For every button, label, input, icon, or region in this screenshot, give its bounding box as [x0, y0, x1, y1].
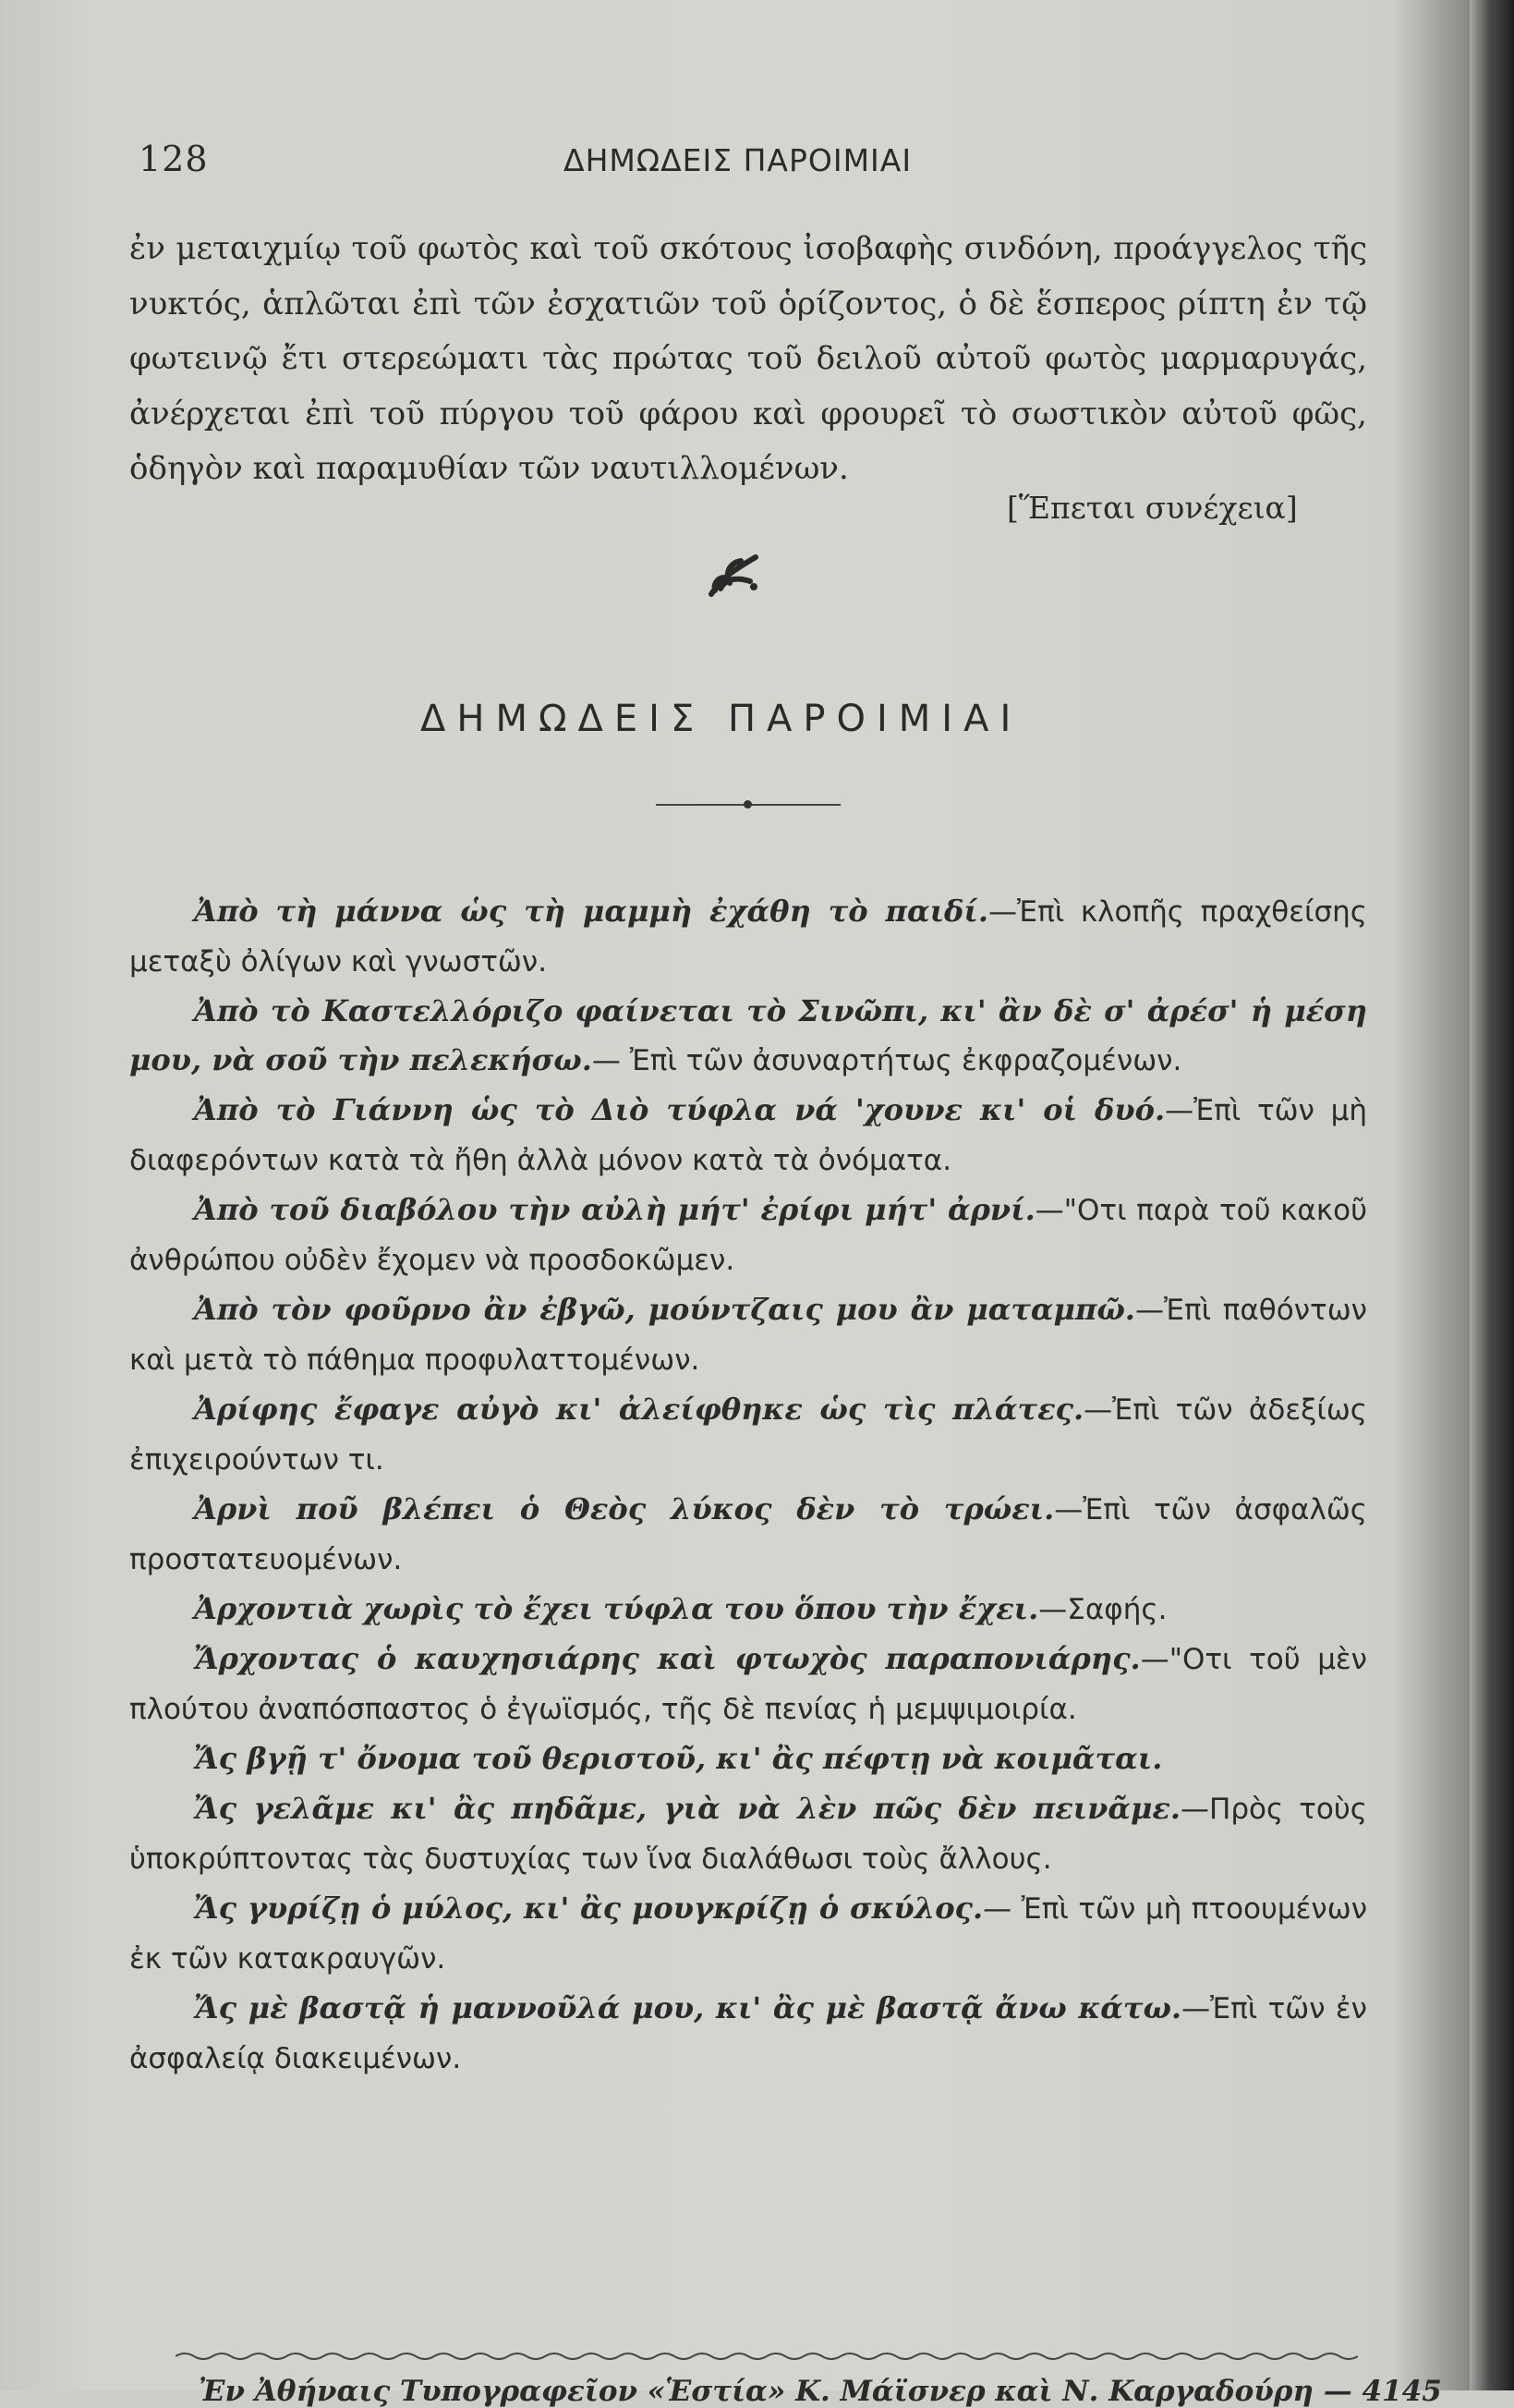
page-header [139, 139, 1358, 194]
page-number: 128 [139, 139, 209, 179]
printer-imprint: Ἐν Ἀθήναις Τυπογραφεῖον «Ἑστία» Κ. Μάϊσνερ καὶ Ν. Καργαδούρη — 4145 [199, 2375, 1442, 2408]
proverb-item [129, 1186, 1367, 1285]
divider-dot [744, 800, 752, 809]
proverb-saying: Ἄς βγῇ τ' ὄνομα τοῦ θεριστοῦ, κι' ἂς πέφτῃ νὰ κοιμᾶται. [194, 1741, 1163, 1776]
proverb-gloss: — Ἐπὶ τῶν μὴ πτοουμένων ἐκ τῶν κατακραυγῶν. [129, 1892, 1368, 1976]
proverb-saying: Ἀρίφης ἔφαγε αὐγὸ κι' ἀλείφθηκε ὡς τὶς πλάτες. [194, 1392, 1084, 1427]
previous-article-text: ἐν μεταιχμίῳ τοῦ φωτὸς καὶ τοῦ σκότους ἰσοβαφὴς σινδόνη, προάγγελος τῆς νυκτός, ἁπλῶται ἐπὶ τῶν ἐσχατιῶν τοῦ ὁρίζοντος, ὁ δὲ ἕσπερος ρίπτη ἐν τῷ φωτεινῷ ἔτι στερεώματι τὰς πρώτας τοῦ δειλοῦ αὐτοῦ φωτὸς μαρμαρυγάς, ἀνέρχεται ἐπὶ τοῦ πύργου τοῦ φάρου καὶ φρουρεῖ τὸ σωστικὸν αὐτοῦ φῶς, ὁδηγὸν καὶ παραμυθίαν τῶν ναυτιλλομένων. [129, 230, 1367, 487]
running-title: ΔΗΜΩΔΕΙΣ ΠΑΡΟΙΜΙΑΙ [563, 142, 913, 178]
proverb-gloss: —Ἐπὶ παθόντων καὶ μετὰ τὸ πάθημα προφυλαττομένων. [129, 1294, 1367, 1377]
proverb-item [129, 1734, 1367, 1784]
proverb-saying: Ἀπὸ τοῦ διαβόλου τὴν αὐλὴ μήτ' ἐρίφι μήτ' ἀρνί. [194, 1192, 1036, 1227]
proverb-item [129, 887, 1367, 987]
proverb-saying: Ἀρνὶ ποῦ βλέπει ὁ Θεὸς λύκος δὲν τὸ τρώει. [194, 1491, 1055, 1526]
proverb-item [129, 1784, 1367, 1884]
proverb-gloss: —Ἐπὶ κλοπῆς πραχθείσης μεταξὺ ὀλίγων καὶ γνωστῶν. [129, 895, 1368, 979]
proverbs-list [129, 887, 1367, 2084]
continued-note: [Ἕπεται συνέχεια] [1007, 490, 1298, 526]
proverb-saying: Ἄρχοντας ὁ καυχησιάρης καὶ φτωχὸς παραπονιάρης. [194, 1641, 1141, 1676]
proverb-item [129, 987, 1367, 1086]
proverb-gloss: —Σαφής. [1038, 1593, 1168, 1626]
proverb-saying: Ἀπὸ τὴ μάννα ὡς τὴ μαμμὴ ἐχάθη τὸ παιδί. [194, 894, 989, 929]
proverb-item [129, 1485, 1367, 1585]
proverb-saying: Ἀπὸ τὸ Γιάννη ὡς τὸ Διὸ τύφλα νά 'χουνε κι' οἱ δυό. [194, 1092, 1166, 1127]
proverb-gloss: —Ἐπὶ τῶν ἐν ἀσφαλείᾳ διακειμένων. [129, 1992, 1368, 2075]
proverb-item [129, 1884, 1367, 1984]
proverb-gloss: —Πρὸς τοὺς ὑποκρύπτοντας τὰς δυστυχίας των ἵνα διαλάθωσι τοὺς ἄλλους. [129, 1793, 1368, 1876]
proverb-gloss: —Ἐπὶ τῶν ἀδεξίως ἐπιχειρούντων τι. [129, 1393, 1368, 1477]
proverb-gloss: —Ἐπὶ τῶν ἀσφαλῶς προστατευομένων. [129, 1493, 1367, 1576]
proverb-saying: Ἀπὸ τὸ Καστελλόριζο φαίνεται τὸ Σινῶπι, κι' ἂν δὲ σ' ἀρέσ' ἡ μέση μου, νὰ σοῦ τὴν πελεκήσω. [129, 993, 1367, 1077]
proverb-saying: Ἄς γυρίζῃ ὁ μύλος, κι' ἂς μουγκρίζῃ ὁ σκύλος. [194, 1891, 984, 1926]
proverb-gloss: —"Οτι τοῦ μὲν πλούτου ἀναπόσπαστος ὁ ἐγωϊσμός, τῆς δὲ πενίας ἡ μεμψιμοιρία. [129, 1643, 1368, 1726]
proverb-saying: Ἄς γελᾶμε κι' ἂς πηδᾶμε, γιὰ νὰ λὲν πῶς δὲν πεινᾶμε. [194, 1791, 1181, 1826]
proverb-item [129, 1385, 1367, 1485]
proverb-item [129, 1285, 1367, 1385]
proverb-item [129, 1086, 1367, 1186]
proverb-gloss: — Ἐπὶ τῶν ἀσυναρτήτως ἐκφραζομένων. [591, 1044, 1182, 1077]
proverb-saying: Ἄς μὲ βαστᾷ ἡ μαννοῦλά μου, κι' ἂς μὲ βαστᾷ ἄνω κάτω. [194, 1990, 1182, 2025]
fleuron-ornament-icon [702, 550, 767, 605]
proverb-item [129, 1635, 1367, 1734]
proverb-gloss: —"Οτι παρὰ τοῦ κακοῦ ἀνθρώπου οὐδὲν ἔχομεν νὰ προσδοκῶμεν. [129, 1194, 1368, 1277]
proverb-item [129, 1585, 1367, 1635]
proverb-item [129, 1984, 1367, 2084]
section-title: ΔΗΜΩΔΕΙΣ ΠΑΡΟΙΜΙΑΙ [420, 698, 1023, 740]
book-spine-shadow [1470, 0, 1514, 2390]
footer-wavy-rule [176, 2347, 1358, 2365]
proverb-saying: Ἀπὸ τὸν φοῦρνο ἂν ἐβγῶ, μούντζαις μου ἂν ματαμπῶ. [194, 1292, 1135, 1327]
proverb-saying: Ἀρχοντιὰ χωρὶς τὸ ἔχει τύφλα του ὅπου τὴν ἔχει. [194, 1591, 1039, 1626]
proverb-gloss: —Ἐπὶ τῶν μὴ διαφερόντων κατὰ τὰ ἤθη ἀλλὰ μόνον κατὰ τὰ ὀνόματα. [129, 1094, 1368, 1177]
